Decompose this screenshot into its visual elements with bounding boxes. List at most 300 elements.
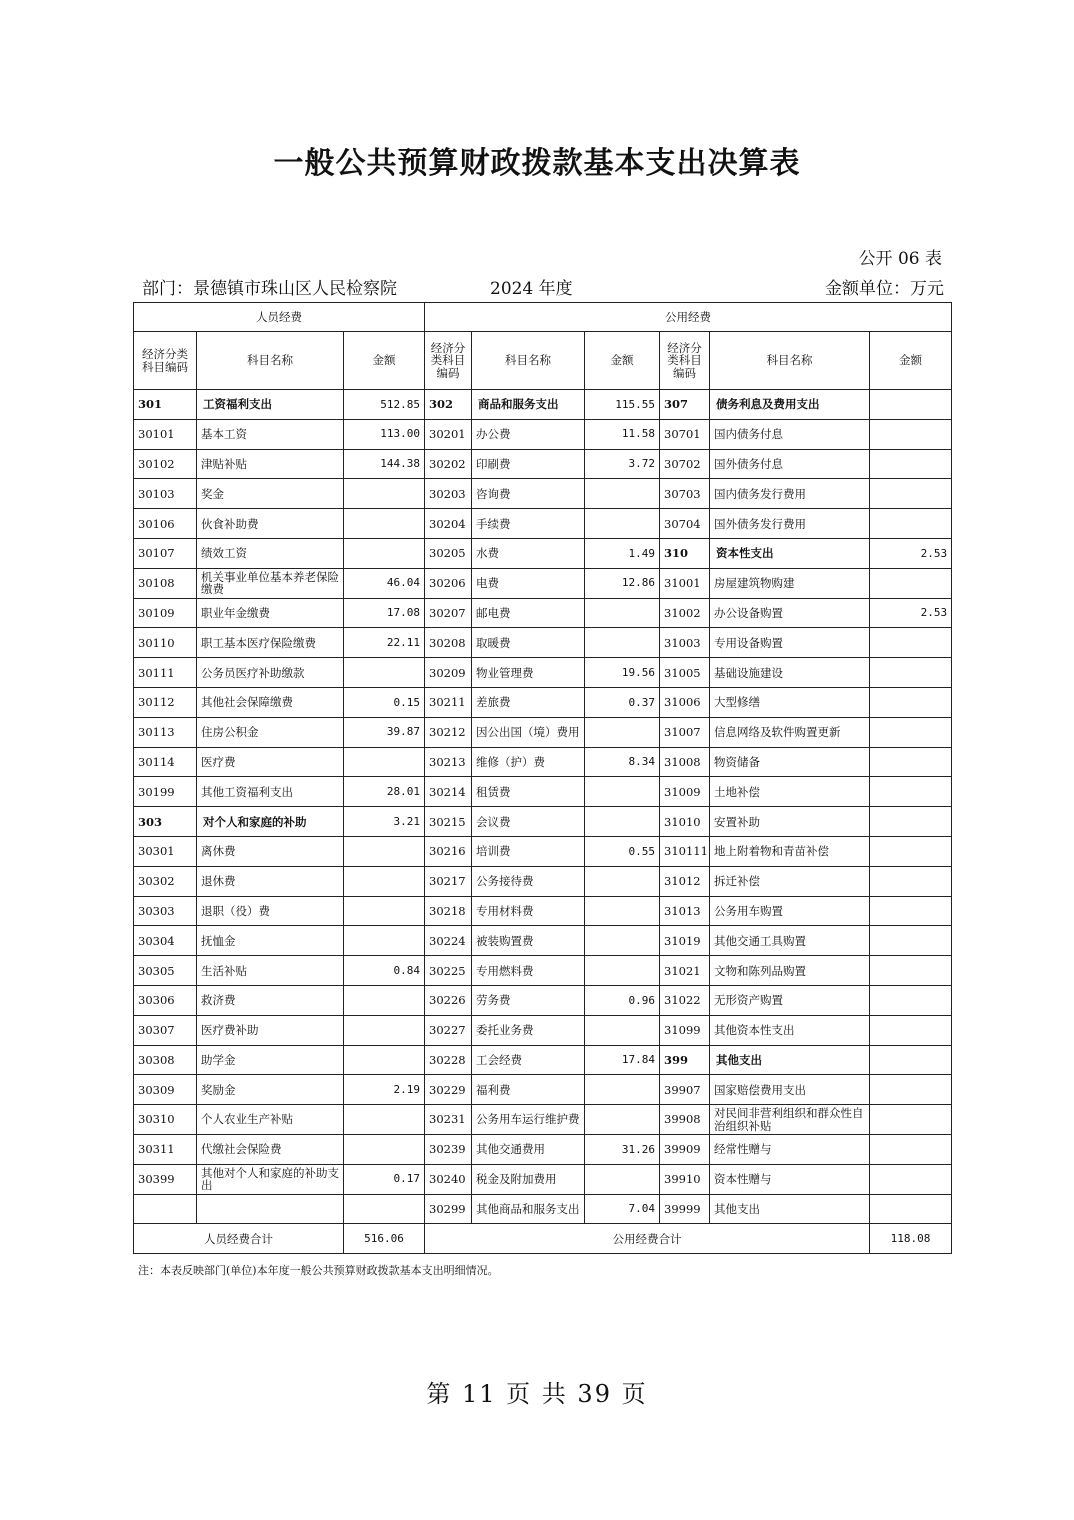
row-amount — [585, 1015, 660, 1045]
row-amount: 8.34 — [585, 747, 660, 777]
row-name: 国内债务发行费用 — [710, 479, 870, 509]
row-code: 30226 — [425, 985, 472, 1015]
row-code: 30225 — [425, 956, 472, 986]
row-code: 30111 — [134, 658, 197, 688]
row-name: 助学金 — [197, 1045, 344, 1075]
row-name: 因公出国（境）费用 — [472, 717, 585, 747]
col-amount-b: 金额 — [585, 332, 660, 390]
row-name: 资本性赠与 — [710, 1164, 870, 1194]
row-amount: 2.53 — [870, 598, 952, 628]
row-amount — [870, 1045, 952, 1075]
row-amount — [344, 1105, 425, 1135]
row-name: 经常性赠与 — [710, 1134, 870, 1164]
row-name: 其他支出 — [710, 1045, 870, 1075]
row-name: 房屋建筑物购建 — [710, 568, 870, 598]
row-amount — [870, 568, 952, 598]
row-amount — [870, 479, 952, 509]
row-name: 对民间非营利组织和群众性自治组织补贴 — [710, 1105, 870, 1135]
row-code: 301 — [134, 390, 197, 420]
row-amount — [344, 1194, 425, 1224]
table-row — [134, 1015, 952, 1045]
row-amount — [870, 717, 952, 747]
row-name: 信息网络及软件购置更新 — [710, 717, 870, 747]
row-code: 30205 — [425, 538, 472, 568]
table-row — [134, 1045, 952, 1075]
row-name: 奖励金 — [197, 1075, 344, 1105]
row-name: 安置补助 — [710, 807, 870, 837]
row-amount — [585, 777, 660, 807]
row-amount: 1.49 — [585, 538, 660, 568]
row-name: 维修（护）费 — [472, 747, 585, 777]
col-code-a: 经济分类科目编码 — [134, 332, 197, 390]
row-code: 31012 — [660, 866, 710, 896]
row-code: 30213 — [425, 747, 472, 777]
row-name: 大型修缮 — [710, 687, 870, 717]
row-amount: 2.53 — [870, 538, 952, 568]
row-name: 奖金 — [197, 479, 344, 509]
row-amount: 0.15 — [344, 687, 425, 717]
table-row — [134, 687, 952, 717]
row-amount — [585, 479, 660, 509]
row-code: 30301 — [134, 836, 197, 866]
row-amount — [870, 1105, 952, 1135]
row-amount — [344, 538, 425, 568]
row-code: 30306 — [134, 985, 197, 1015]
table-row — [134, 836, 952, 866]
row-name: 会议费 — [472, 807, 585, 837]
row-code: 30211 — [425, 687, 472, 717]
row-code: 30228 — [425, 1045, 472, 1075]
row-code: 31010 — [660, 807, 710, 837]
row-amount: 17.08 — [344, 598, 425, 628]
row-name: 职工基本医疗保险缴费 — [197, 628, 344, 658]
row-code: 30302 — [134, 866, 197, 896]
row-name: 国外债务付息 — [710, 449, 870, 479]
row-code: 30308 — [134, 1045, 197, 1075]
row-amount — [344, 747, 425, 777]
row-code: 30310 — [134, 1105, 197, 1135]
row-amount — [870, 836, 952, 866]
row-amount — [870, 509, 952, 539]
row-name: 抚恤金 — [197, 926, 344, 956]
row-amount — [585, 1164, 660, 1194]
amount-unit: 金额单位：万元 — [825, 279, 944, 299]
row-code: 31022 — [660, 985, 710, 1015]
row-code: 30106 — [134, 509, 197, 539]
row-name: 公务用车运行维护费 — [472, 1105, 585, 1135]
row-name: 办公设备购置 — [710, 598, 870, 628]
row-amount — [344, 926, 425, 956]
row-amount — [585, 896, 660, 926]
row-name: 物资储备 — [710, 747, 870, 777]
row-amount: 3.72 — [585, 449, 660, 479]
row-name: 工资福利支出 — [197, 390, 344, 420]
row-name: 物业管理费 — [472, 658, 585, 688]
row-amount — [870, 449, 952, 479]
table-row — [134, 926, 952, 956]
row-name: 基本工资 — [197, 419, 344, 449]
row-amount — [585, 628, 660, 658]
row-name: 租赁费 — [472, 777, 585, 807]
table-row — [134, 419, 952, 449]
row-amount: 0.84 — [344, 956, 425, 986]
table-row — [134, 479, 952, 509]
row-amount — [870, 807, 952, 837]
table-note: 注：本表反映部门(单位)本年度一般公共预算财政拨款基本支出明细情况。 — [138, 1264, 499, 1277]
row-amount: 113.00 — [344, 419, 425, 449]
row-amount — [870, 985, 952, 1015]
row-name: 其他对个人和家庭的补助支出 — [197, 1164, 344, 1194]
row-name: 医疗费 — [197, 747, 344, 777]
row-name: 文物和陈列品购置 — [710, 956, 870, 986]
row-name: 专用材料费 — [472, 896, 585, 926]
row-code: 31005 — [660, 658, 710, 688]
table-row — [134, 449, 952, 479]
section-personnel: 人员经费 — [134, 303, 425, 332]
row-amount — [870, 687, 952, 717]
row-name: 其他交通费用 — [472, 1134, 585, 1164]
row-amount: 0.55 — [585, 836, 660, 866]
row-name: 其他商品和服务支出 — [472, 1194, 585, 1224]
col-code-b: 经济分类科目编码 — [425, 332, 472, 390]
row-code: 30107 — [134, 538, 197, 568]
row-amount: 31.26 — [585, 1134, 660, 1164]
row-code: 30204 — [425, 509, 472, 539]
row-amount — [870, 956, 952, 986]
row-amount — [870, 419, 952, 449]
row-name: 公务接待费 — [472, 866, 585, 896]
row-code: 310 — [660, 538, 710, 568]
row-amount — [585, 866, 660, 896]
row-code: 30239 — [425, 1134, 472, 1164]
row-name: 咨询费 — [472, 479, 585, 509]
row-code — [134, 1194, 197, 1224]
row-code: 39908 — [660, 1105, 710, 1135]
row-amount — [344, 836, 425, 866]
row-name: 办公费 — [472, 419, 585, 449]
table-row — [134, 509, 952, 539]
row-code: 31008 — [660, 747, 710, 777]
row-name: 国内债务付息 — [710, 419, 870, 449]
row-amount: 22.11 — [344, 628, 425, 658]
row-code: 31002 — [660, 598, 710, 628]
row-code: 30207 — [425, 598, 472, 628]
row-amount — [870, 866, 952, 896]
row-code: 39907 — [660, 1075, 710, 1105]
row-amount — [585, 807, 660, 837]
row-amount — [870, 747, 952, 777]
row-name: 其他工资福利支出 — [197, 777, 344, 807]
row-amount — [344, 1134, 425, 1164]
row-code: 307 — [660, 390, 710, 420]
table-row — [134, 717, 952, 747]
table-row — [134, 628, 952, 658]
row-code: 30112 — [134, 687, 197, 717]
row-amount — [585, 717, 660, 747]
row-amount: 11.58 — [585, 419, 660, 449]
row-code: 30231 — [425, 1105, 472, 1135]
row-code: 31021 — [660, 956, 710, 986]
row-code: 30224 — [425, 926, 472, 956]
row-amount — [585, 1075, 660, 1105]
section-header-row — [134, 303, 952, 332]
row-name: 代缴社会保险费 — [197, 1134, 344, 1164]
row-amount — [870, 658, 952, 688]
row-name: 其他支出 — [710, 1194, 870, 1224]
row-amount — [870, 1194, 952, 1224]
row-code: 30110 — [134, 628, 197, 658]
table-row — [134, 598, 952, 628]
col-code-c: 经济分类科目编码 — [660, 332, 710, 390]
row-code: 30702 — [660, 449, 710, 479]
row-name: 离休费 — [197, 836, 344, 866]
row-name: 水费 — [472, 538, 585, 568]
page-number: 第 11 页 共 39 页 — [426, 1380, 648, 1408]
total-public-value: 118.08 — [870, 1224, 952, 1254]
row-name: 税金及附加费用 — [472, 1164, 585, 1194]
row-name: 手续费 — [472, 509, 585, 539]
row-code: 30208 — [425, 628, 472, 658]
table-row — [134, 1134, 952, 1164]
row-amount: 19.56 — [585, 658, 660, 688]
column-header-row — [134, 332, 952, 390]
row-name: 工会经费 — [472, 1045, 585, 1075]
row-amount — [870, 896, 952, 926]
row-code: 30214 — [425, 777, 472, 807]
row-amount — [585, 598, 660, 628]
row-amount — [870, 777, 952, 807]
table-row — [134, 1194, 952, 1224]
col-amount-a: 金额 — [344, 332, 425, 390]
row-code: 30299 — [425, 1194, 472, 1224]
report-meta — [142, 274, 944, 298]
row-name: 住房公积金 — [197, 717, 344, 747]
col-amount-c: 金额 — [870, 332, 952, 390]
row-name: 土地补偿 — [710, 777, 870, 807]
table-row — [134, 807, 952, 837]
row-name: 劳务费 — [472, 985, 585, 1015]
row-code: 31019 — [660, 926, 710, 956]
row-name: 专用设备购置 — [710, 628, 870, 658]
row-amount — [344, 1045, 425, 1075]
row-code: 39999 — [660, 1194, 710, 1224]
row-code: 30212 — [425, 717, 472, 747]
row-code: 30202 — [425, 449, 472, 479]
page-title: 一般公共预算财政拨款基本支出决算表 — [273, 146, 801, 181]
row-amount — [870, 1164, 952, 1194]
row-code: 30217 — [425, 866, 472, 896]
table-row — [134, 390, 952, 420]
row-amount: 0.96 — [585, 985, 660, 1015]
row-code: 31013 — [660, 896, 710, 926]
row-code: 30215 — [425, 807, 472, 837]
row-amount: 17.84 — [585, 1045, 660, 1075]
row-code: 30305 — [134, 956, 197, 986]
row-name: 委托业务费 — [472, 1015, 585, 1045]
row-code: 31003 — [660, 628, 710, 658]
row-name: 其他资本性支出 — [710, 1015, 870, 1045]
row-amount — [870, 1075, 952, 1105]
row-code: 30206 — [425, 568, 472, 598]
row-name: 生活补贴 — [197, 956, 344, 986]
row-name: 专用燃料费 — [472, 956, 585, 986]
table-row — [134, 538, 952, 568]
table-row — [134, 658, 952, 688]
row-name: 取暖费 — [472, 628, 585, 658]
row-name: 被装购置费 — [472, 926, 585, 956]
row-amount: 144.38 — [344, 449, 425, 479]
row-code: 30227 — [425, 1015, 472, 1045]
row-code: 310111 — [660, 836, 710, 866]
row-name: 国家赔偿费用支出 — [710, 1075, 870, 1105]
row-code: 30240 — [425, 1164, 472, 1194]
row-code: 30102 — [134, 449, 197, 479]
row-code: 30203 — [425, 479, 472, 509]
row-code: 31007 — [660, 717, 710, 747]
row-name: 伙食补助费 — [197, 509, 344, 539]
row-name: 个人农业生产补贴 — [197, 1105, 344, 1135]
row-code: 30108 — [134, 568, 197, 598]
row-amount — [344, 658, 425, 688]
row-name: 商品和服务支出 — [472, 390, 585, 420]
row-amount — [344, 509, 425, 539]
row-code: 30114 — [134, 747, 197, 777]
row-name: 基础设施建设 — [710, 658, 870, 688]
row-code: 31001 — [660, 568, 710, 598]
row-code: 302 — [425, 390, 472, 420]
row-amount: 12.86 — [585, 568, 660, 598]
row-amount — [344, 479, 425, 509]
row-name: 无形资产购置 — [710, 985, 870, 1015]
row-code: 30199 — [134, 777, 197, 807]
row-code: 31099 — [660, 1015, 710, 1045]
row-name: 医疗费补助 — [197, 1015, 344, 1045]
row-name: 机关事业单位基本养老保险缴费 — [197, 568, 344, 598]
row-amount: 0.37 — [585, 687, 660, 717]
table-row — [134, 1075, 952, 1105]
table-row — [134, 568, 952, 598]
form-number: 公开 06 表 — [858, 249, 942, 269]
row-code: 30309 — [134, 1075, 197, 1105]
department-label: 部门：景德镇市珠山区人民检察院 — [142, 279, 397, 299]
row-name: 邮电费 — [472, 598, 585, 628]
row-code: 30307 — [134, 1015, 197, 1045]
total-row — [134, 1224, 952, 1254]
section-public: 公用经费 — [425, 303, 952, 332]
row-code: 30209 — [425, 658, 472, 688]
row-amount — [585, 956, 660, 986]
row-name: 福利费 — [472, 1075, 585, 1105]
row-code: 30101 — [134, 419, 197, 449]
table-row — [134, 956, 952, 986]
row-amount: 28.01 — [344, 777, 425, 807]
row-code: 30113 — [134, 717, 197, 747]
row-code: 31009 — [660, 777, 710, 807]
row-name: 公务员医疗补助缴款 — [197, 658, 344, 688]
row-amount: 2.19 — [344, 1075, 425, 1105]
total-public-label: 公用经费合计 — [425, 1224, 870, 1254]
row-code: 30704 — [660, 509, 710, 539]
row-amount: 39.87 — [344, 717, 425, 747]
row-name: 公务用车购置 — [710, 896, 870, 926]
row-amount — [585, 926, 660, 956]
row-code: 30201 — [425, 419, 472, 449]
row-name: 资本性支出 — [710, 538, 870, 568]
row-name: 职业年金缴费 — [197, 598, 344, 628]
row-code: 30303 — [134, 896, 197, 926]
total-personnel-value: 516.06 — [344, 1224, 425, 1254]
row-name: 拆迁补偿 — [710, 866, 870, 896]
row-amount — [344, 896, 425, 926]
row-name: 绩效工资 — [197, 538, 344, 568]
row-name: 退职（役）费 — [197, 896, 344, 926]
row-code: 30103 — [134, 479, 197, 509]
row-name: 其他交通工具购置 — [710, 926, 870, 956]
row-code: 30109 — [134, 598, 197, 628]
col-name-b: 科目名称 — [472, 332, 585, 390]
row-amount — [344, 1015, 425, 1045]
total-personnel-label: 人员经费合计 — [134, 1224, 344, 1254]
table-row — [134, 747, 952, 777]
col-name-a: 科目名称 — [197, 332, 344, 390]
row-amount: 512.85 — [344, 390, 425, 420]
row-amount: 3.21 — [344, 807, 425, 837]
row-name: 债务利息及费用支出 — [710, 390, 870, 420]
row-code: 39909 — [660, 1134, 710, 1164]
row-amount: 46.04 — [344, 568, 425, 598]
row-code: 30701 — [660, 419, 710, 449]
expenditure-table — [133, 302, 952, 1254]
row-amount — [870, 1015, 952, 1045]
row-name: 培训费 — [472, 836, 585, 866]
row-code: 30703 — [660, 479, 710, 509]
row-code: 30311 — [134, 1134, 197, 1164]
row-name: 电费 — [472, 568, 585, 598]
row-amount: 0.17 — [344, 1164, 425, 1194]
row-code: 30216 — [425, 836, 472, 866]
row-code: 399 — [660, 1045, 710, 1075]
row-name: 救济费 — [197, 985, 344, 1015]
fiscal-year: 2024 年度 — [490, 279, 573, 299]
row-code: 303 — [134, 807, 197, 837]
row-amount — [870, 628, 952, 658]
row-code: 30218 — [425, 896, 472, 926]
row-name: 印刷费 — [472, 449, 585, 479]
row-amount — [344, 866, 425, 896]
row-name: 地上附着物和青苗补偿 — [710, 836, 870, 866]
row-name — [197, 1194, 344, 1224]
col-name-c: 科目名称 — [710, 332, 870, 390]
table-row — [134, 866, 952, 896]
row-name: 津贴补贴 — [197, 449, 344, 479]
row-amount: 7.04 — [585, 1194, 660, 1224]
row-name: 差旅费 — [472, 687, 585, 717]
row-code: 30304 — [134, 926, 197, 956]
table-row — [134, 1164, 952, 1194]
row-amount — [870, 1134, 952, 1164]
row-name: 国外债务发行费用 — [710, 509, 870, 539]
row-name: 退休费 — [197, 866, 344, 896]
table-row — [134, 896, 952, 926]
table-row — [134, 985, 952, 1015]
row-amount — [870, 926, 952, 956]
row-amount — [870, 390, 952, 420]
row-name: 其他社会保障缴费 — [197, 687, 344, 717]
row-code: 30399 — [134, 1164, 197, 1194]
row-name: 对个人和家庭的补助 — [197, 807, 344, 837]
row-amount: 115.55 — [585, 390, 660, 420]
row-amount — [585, 509, 660, 539]
